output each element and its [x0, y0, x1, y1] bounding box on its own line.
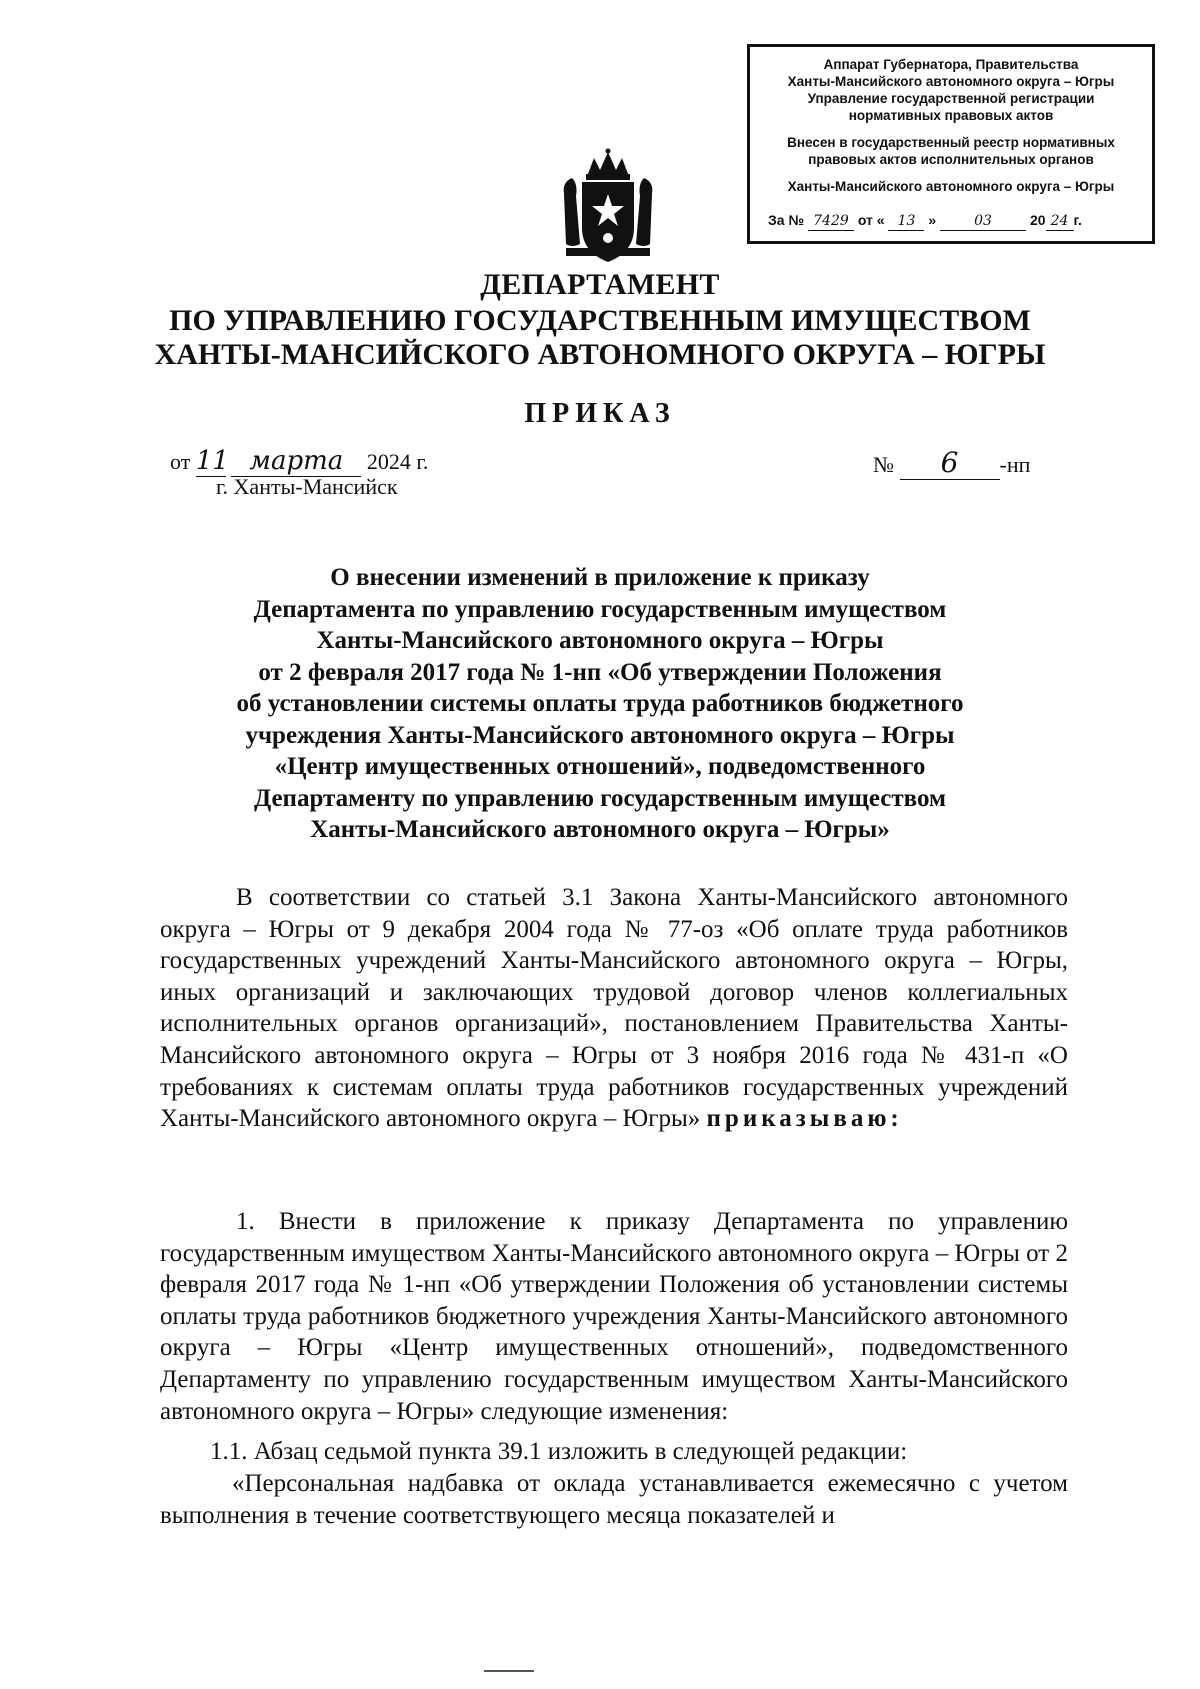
date-prefix: от: [170, 449, 191, 474]
department-name-line-3: ХАНТЫ-МАНСИЙСКОГО АВТОНОМНОГО ОКРУГА – ЮГРЫ: [154, 338, 1046, 371]
stamp-reg-year-prefix: 20: [1029, 212, 1046, 228]
stamp-line: нормативных правовых актов: [848, 108, 1054, 123]
stamp-reg-prefix: За №: [768, 212, 805, 228]
date-month: марта: [231, 446, 361, 477]
number-value: 6: [900, 446, 1000, 480]
stamp-line: Аппарат Губернатора, Правительства: [823, 57, 1079, 72]
order-date: [170, 446, 428, 477]
title-line: учреждения Ханты-Мансийского автономного округа – Югры: [245, 721, 955, 749]
scan-artifact: [484, 1670, 534, 1672]
stamp-registration-line: [768, 212, 1144, 231]
document-type: ПРИКАЗ: [524, 398, 676, 429]
stamp-line: Управление государственной регистрации: [807, 91, 1095, 106]
stamp-line: правовых актов исполнительных органов: [808, 152, 1094, 167]
stamp-line: Ханты-Мансийского автономного округа – Югры: [787, 74, 1115, 89]
order-city: г. Ханты-Мансийск: [216, 474, 398, 499]
body-paragraph-quote: [160, 1468, 1068, 1531]
body-paragraph-item-1: [160, 1206, 1068, 1427]
preamble-text: В соответствии со статьей 3.1 Закона Ханты-Мансийского автономного округа – Югры от 9 декабря 2004 года № 77-оз «Об оплате труда работников государственных учреждений Ханты-Мансийского автономного округа – Югры, иных организаций и заключающих трудовой договор членов коллегиальных исполнительных органов организаций», постановлением Правительства Ханты-Мансийского автономного округа – Югры от 3 ноября 2016 года № 431-п «О требованиях к системам оплаты труда работников государственных учреждений Ханты-Мансийского автономного округа – Югры»: [160, 884, 1068, 1133]
order-number: [873, 446, 1030, 480]
order-directive: приказываю:: [706, 1105, 903, 1133]
title-line: об установлении системы оплаты труда работников бюджетного: [236, 690, 964, 717]
department-name-line-2: ПО УПРАВЛЕНИЮ ГОСУДАРСТВЕННЫМ ИМУЩЕСТВОМ: [169, 304, 1031, 337]
stamp-reg-suffix: г.: [1073, 212, 1082, 228]
item-1-text: 1. Внести в приложение к приказу Департамента по управлению государственным имуществом Ханты-Мансийского автономного округа – Югры от 2 февраля 2017 года № 1-нп «Об утверждении Положения об установлении системы оплаты труда работников бюджетного учреждения Ханты-Мансийского автономного округа – Югры «Центр имущественных отношений», подведомственного Департаменту по управлению государственным имуществом Ханты-Мансийского автономного округа – Югры» следующие изменения:: [160, 1208, 1068, 1425]
body-paragraph-item-1-1: [160, 1436, 1068, 1468]
title-line: Департамента по управлению государственным имуществом: [253, 595, 947, 623]
stamp-line: Внесен в государственный реестр нормативных: [787, 135, 1115, 150]
quote-text: «Персональная надбавка от оклада устанавливается ежемесячно с учетом выполнения в течение соответствующего месяца показателей и: [160, 1470, 1068, 1529]
item-1-1-text: 1.1. Абзац седьмой пункта 39.1 изложить в следующей редакции:: [210, 1438, 908, 1465]
title-line: Ханты-Мансийского автономного округа – Югры: [316, 627, 884, 654]
stamp-reg-from: от «: [857, 212, 885, 228]
stamp-reg-day: 13: [888, 213, 924, 231]
stamp-reg-month: 03: [940, 213, 1026, 231]
date-year: 2024 г.: [366, 449, 429, 474]
registration-stamp: [747, 44, 1155, 244]
title-line: «Центр имущественных отношений», подведомственного: [274, 753, 926, 780]
stamp-reg-number: 7429: [808, 213, 854, 231]
date-day: 11: [195, 446, 229, 476]
title-line: Ханты-Мансийского автономного округа – Югры»: [310, 816, 890, 843]
title-line: от 2 февраля 2017 года № 1-нп «Об утверждении Положения: [258, 658, 942, 686]
stamp-line: Ханты-Мансийского автономного округа – Югры: [787, 179, 1115, 194]
order-title: [140, 562, 1060, 846]
title-line: Департаменту по управлению государственным имуществом: [253, 784, 947, 812]
stamp-reg-day-close: »: [928, 212, 937, 228]
department-name-line-1: ДЕПАРТАМЕНТ: [480, 268, 720, 301]
title-line: О внесении изменений в приложение к приказу: [330, 564, 870, 591]
number-prefix: №: [873, 452, 894, 477]
stamp-reg-year: 24: [1046, 213, 1074, 231]
coat-of-arms-icon: [560, 148, 656, 266]
number-suffix: -нп: [999, 452, 1031, 477]
body-paragraph-preamble: [160, 882, 1068, 1135]
